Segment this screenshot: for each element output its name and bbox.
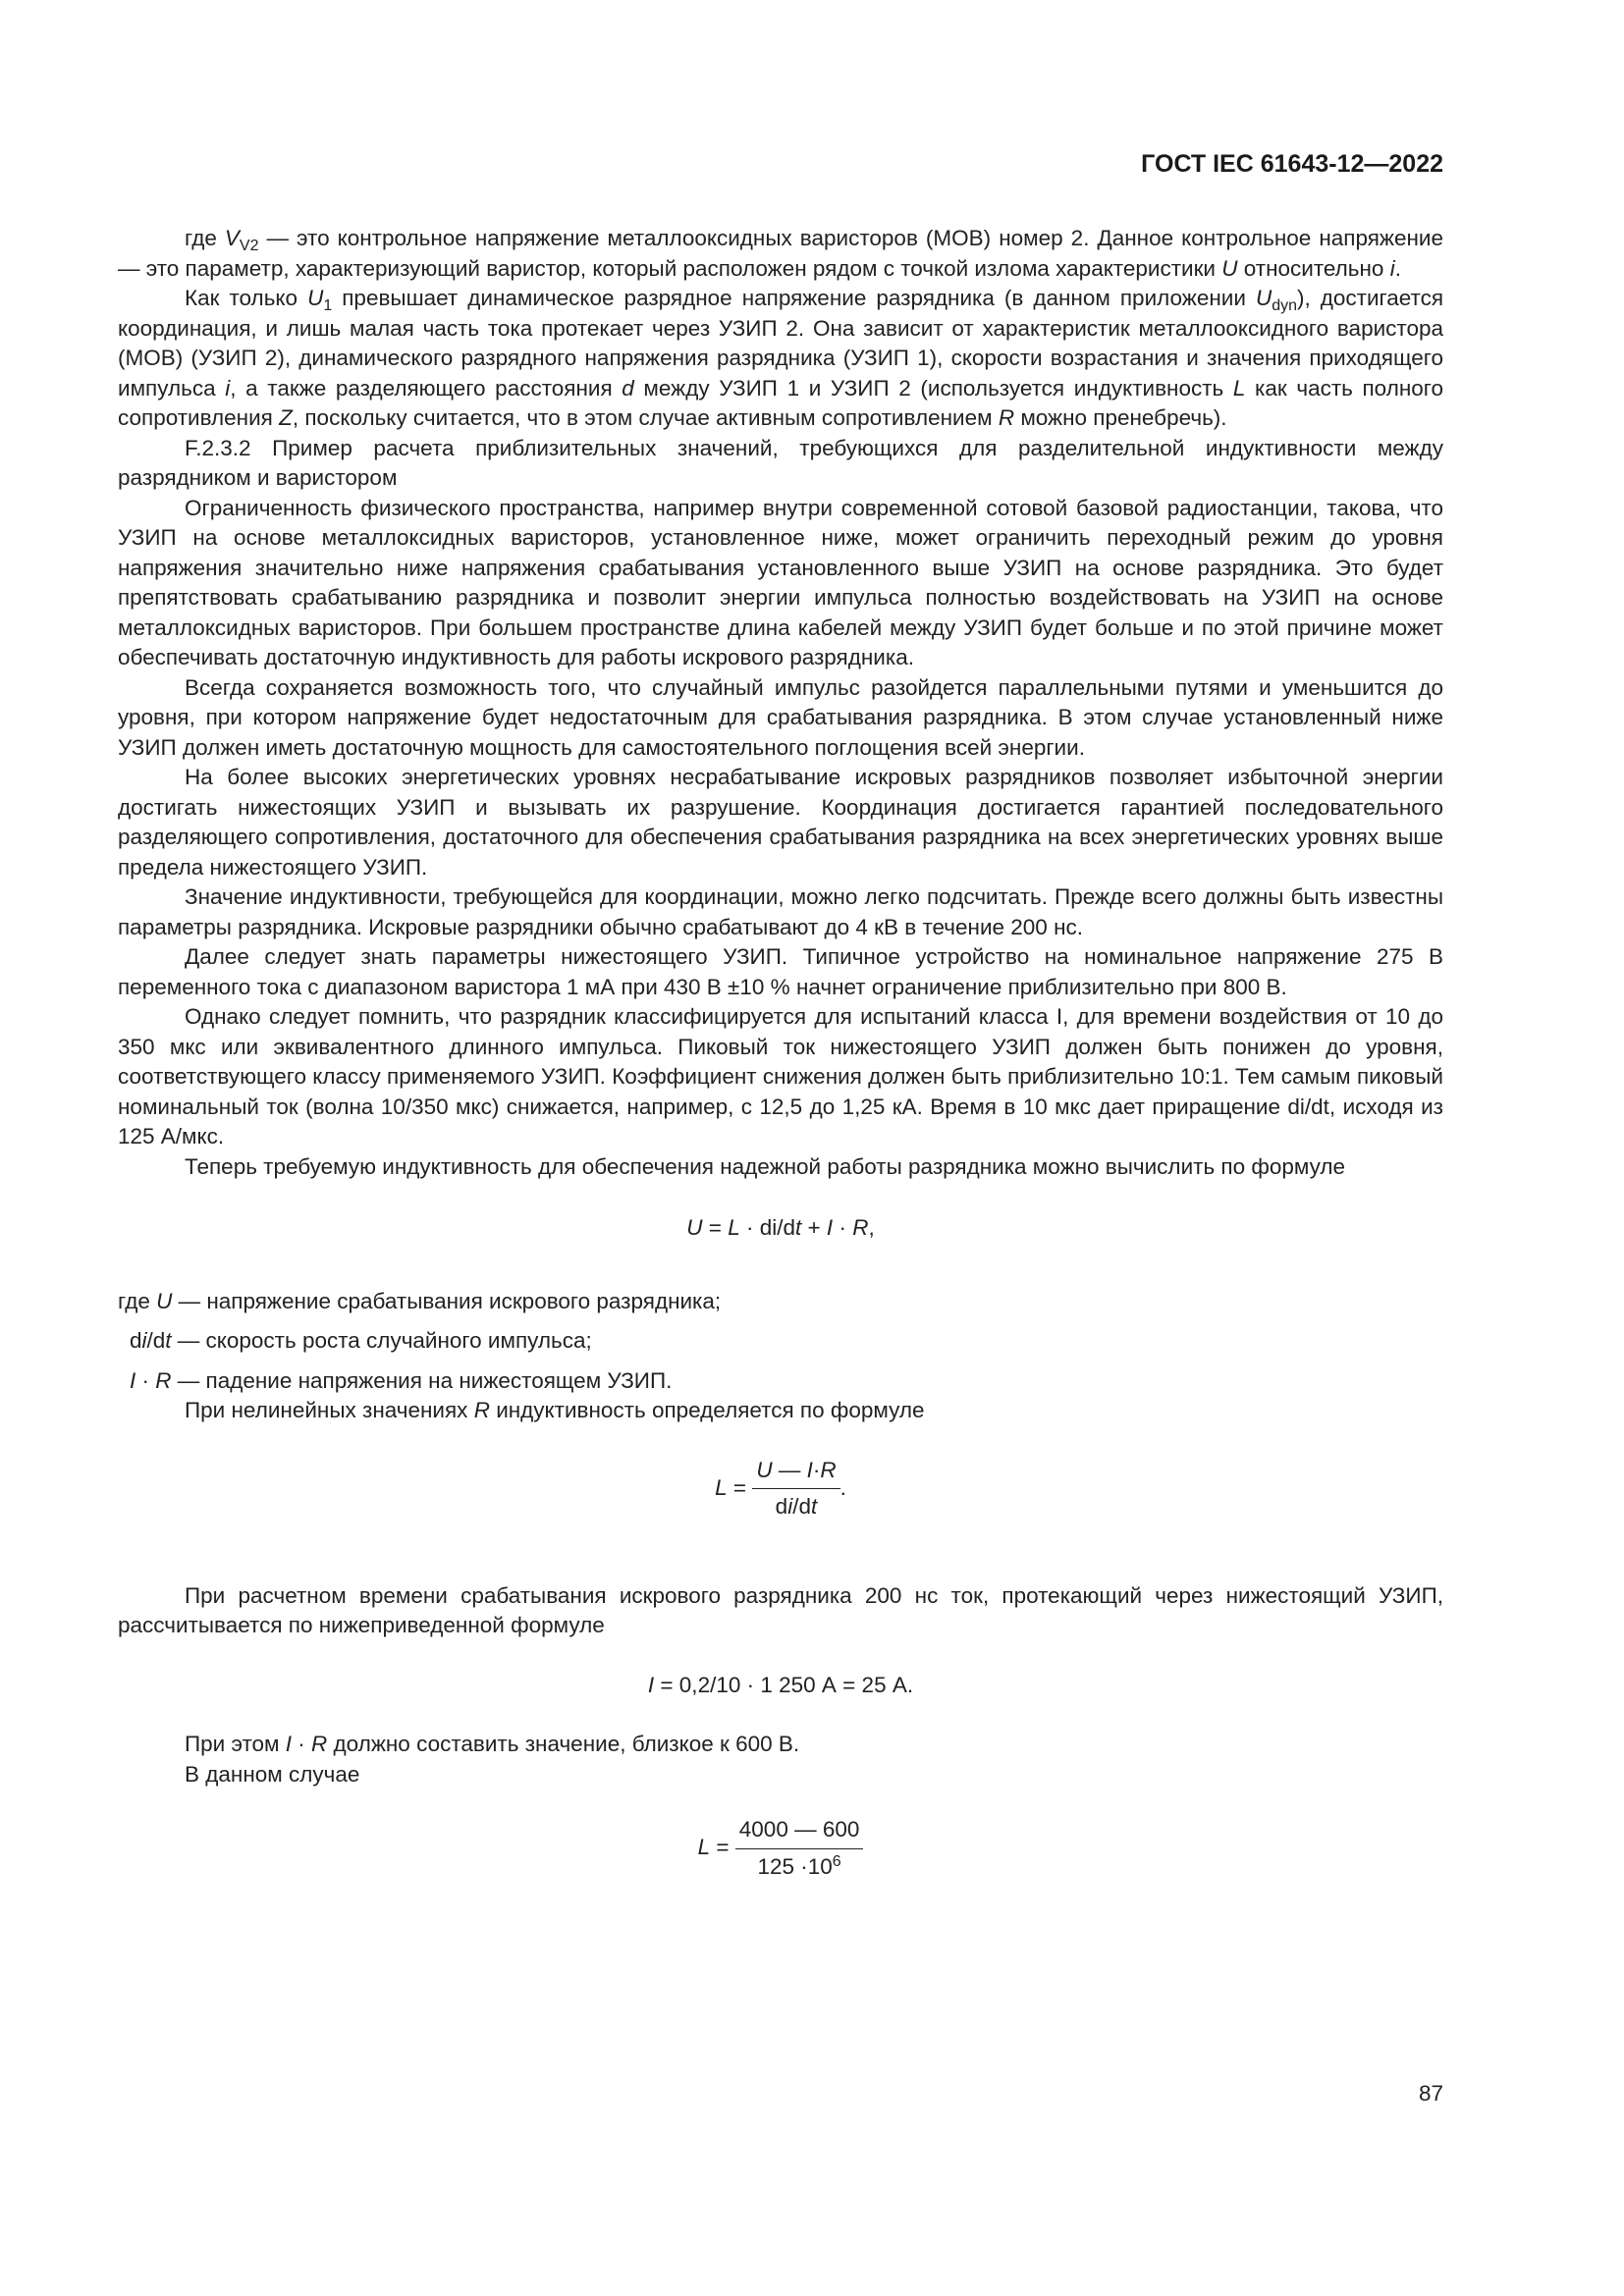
paragraph-in-this-case: В данном случае — [185, 1761, 360, 1787]
where-item-didt: di/dt — скорость роста случайного импульса; — [130, 1328, 592, 1353]
paragraph-space-limitation: Ограниченность физического пространства, например внутри современной сотовой базовой радиостанции, такова, что УЗИП на основе металлоксидных варисторов, установленное ниже, может ограничить переходный режим до уровня напряжения значительно ниже напряжения срабатывания установленного выше УЗИП на основе разрядника. Это будет препятствовать срабатыванию разрядника и позволит энергии импульса полностью воздействовать на УЗИП на основе металлоксидных варисторов. При большем пространстве длина кабелей между УЗИП будет больше и по этой причине может обеспечивать достаточную индуктивность для работы искрового разрядника. — [118, 495, 1443, 669]
paragraph-calc-intro: Теперь требуемую индуктивность для обеспечения надежной работы разрядника можно вычислить по формуле — [185, 1153, 1346, 1179]
paragraph-class-test: Однако следует помнить, что разрядник классифицируется для испытаний класса I, для времени воздействия от 10 до 350 мкс или эквивалентного длинного импульса. Пиковый ток нижестоящего УЗИП должен быть понижен до уровня, соответствующего классу применяемого УЗИП. Коэффициент снижения должен быть приблизительно 10:1. Тем самым пиковый номинальный ток (волна 10/350 мкс) снижается, например, с 12,5 до 1,25 кА. Время в 10 мкс дает приращение di/dt, исходя из 125 А/мкс. — [118, 1004, 1443, 1148]
formula-inductance-numeric: L = $\frac{4000 — 600}{125 \cdot 10^6}$ — [118, 1815, 1443, 1882]
paragraph-parallel-paths: Всегда сохраняется возможность того, что случайный импульс разойдется параллельными путями и уменьшится до уровня, при котором напряжение будет недостаточным для срабатывания разрядника. В этом случае установленный ниже УЗИП должен иметь достаточную мощность для самостоятельного поглощения всей энергии. — [118, 674, 1443, 760]
document-header: ГОСТ IEC 61643-12—2022 — [1141, 150, 1443, 178]
formula-inductance: L = $\frac{U — I\cdot R}{di/dt}$ . — [118, 1456, 1443, 1522]
page-number: 87 — [1418, 2081, 1443, 2106]
paragraph-inductance-value: Значение индуктивности, требующейся для координации, можно легко подсчитать. Прежде всего должны быть известны параметры разрядника. Искровые разрядники обычно срабатывают до 4 кВ в течение 200 нс. — [118, 884, 1443, 939]
paragraph-nonlinear: При нелинейных значениях R индуктивность определяется по формуле — [185, 1398, 925, 1422]
paragraph-coordination: Как только $U_1$ превышает динамическое разрядное напряжение разрядника (в данном приложении $U_{dyn}$), достигается координация, и лишь малая часть тока протекает через УЗИП 2. Она зависит от характеристик металлооксидного варистора (МОВ) (УЗИП 2), динамического разрядного напряжения разрядника (УЗИП 1), скорости возрастания и значения приходящего импульса i, а также разделяющего расстояния d между УЗИП 1 и УЗИП 2 (используется индуктивность L как часть полного сопротивления Z, поскольку считается, что в этом случае активным сопротивлением R можно пренебречь). — [118, 286, 1443, 430]
paragraph-ir-value: При этом I · R должно составить значение, близкое к 600 В. — [185, 1732, 800, 1756]
where-item-u: где U — напряжение срабатывания искрового разрядника; — [118, 1288, 722, 1313]
paragraph-energy-levels: На более высоких энергетических уровнях несрабатывание искровых разрядников позволяет избыточной энергии достигать нижестоящих УЗИП и вызывать их разрушение. Координация достигается гарантией последовательного разделяющего сопротивления, достаточного для обеспечения срабатывания разрядника на всех энергетических уровнях выше предела нижестоящего УЗИП. — [118, 765, 1443, 880]
fraction: $\frac{U — I\cdot R}{di/dt}$ — [752, 1456, 839, 1522]
document-body — [118, 224, 1443, 1882]
formula-current: I = 0,2/10 · 1 250 А = 25 А. — [647, 1672, 914, 1697]
paragraph-downstream-params: Далее следует знать параметры нижестоящего УЗИП. Типичное устройство на номинальное напряжение 275 В переменного тока с диапазоном варистора 1 мА при 430 В ±10 % начнет ограничение приблизительно при 800 В. — [118, 944, 1443, 999]
formula-voltage: U = L · di/dt + I · R, — [686, 1215, 875, 1240]
section-heading-f-2-3-2: F.2.3.2 Пример расчета приблизительных значений, требующихся для разделительной индуктивности между разрядником и варистором — [118, 435, 1443, 490]
where-item-ir: I · R — падение напряжения на нижестоящем УЗИП. — [130, 1367, 673, 1393]
paragraph-vv2-definition: где $V_{V2}$ — это контрольное напряжение металлооксидных варисторов (МОВ) номер 2. Данное контрольное напряжение — это параметр, характеризующий варистор, который расположен рядом с точкой излома характеристики U относительно i. — [118, 226, 1444, 281]
fraction-numeric: $\frac{4000 — 600}{125 \cdot 10^6}$ — [735, 1815, 864, 1882]
paragraph-current-calc: При расчетном времени срабатывания искрового разрядника 200 нс ток, протекающий через нижестоящий УЗИП, рассчитывается по нижеприведенной формуле — [118, 1582, 1443, 1637]
